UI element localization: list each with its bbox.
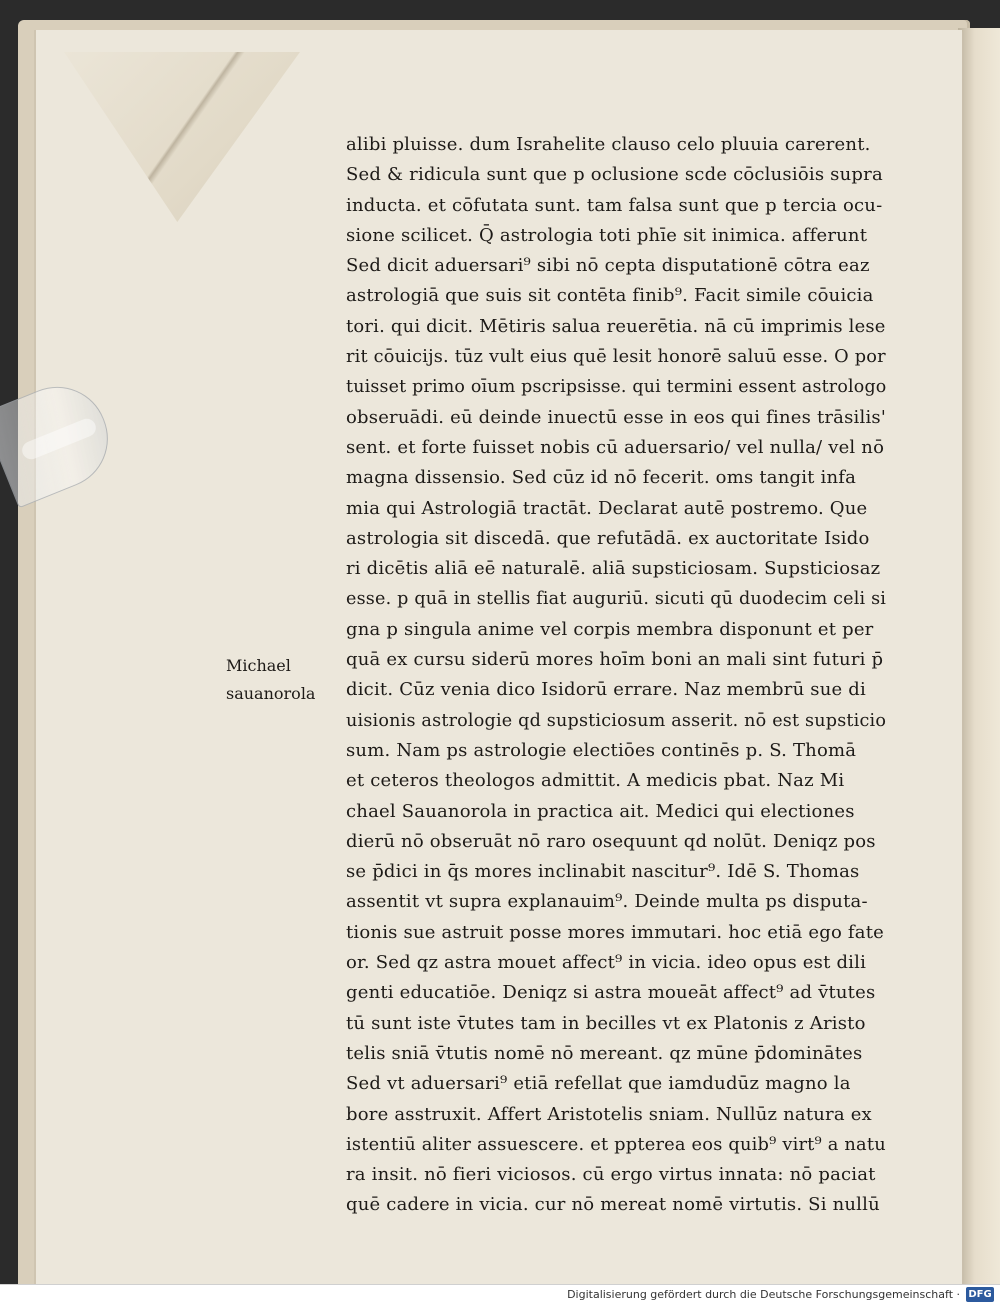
text-line: istentiū aliter assuescere. et ppterea eos quib⁹ virt⁹ a natu — [346, 1133, 886, 1155]
text-line: dicit. Cūz venia dico Isidorū errare. Naz membrū sue di — [346, 679, 866, 701]
text-line: esse. p quā in stellis fiat auguriū. sicuti qū duodecim celi si — [346, 588, 887, 610]
text-line: uisionis astrologie qd supsticiosum asserit. nō est supsticio — [346, 709, 887, 731]
text-line: telis sniā v̄tutis nomē nō mereant. qz mūne p̄dominātes — [346, 1042, 863, 1064]
text-line: rit cōuicijs. tūz vult eius quē lesit honorē saluū esse. O por — [346, 346, 886, 368]
text-line: mia qui Astrologiā tractāt. Declarat autē postremo. Que — [346, 497, 868, 519]
text-line: obseruādi. eū deinde inuectū esse in eos qui fines trāsilis' — [346, 406, 887, 428]
facing-page-edge — [958, 28, 1000, 1288]
text-line: sent. et forte fuisset nobis cū aduersario/ vel nulla/ vel nō — [346, 436, 885, 458]
text-line: ra insit. nō fieri viciosos. cū ergo virtus innata: nō paciat — [346, 1164, 876, 1186]
text-line: inducta. et cōfutata sunt. tam falsa sunt que p tercia ocu- — [346, 194, 883, 216]
text-line: se p̄dici in q̄s mores inclinabit nascitur⁹. Idē S. Thomas — [346, 861, 860, 883]
text-line: tū sunt iste v̄tutes tam in becilles vt ex Platonis z Aristo — [346, 1012, 866, 1034]
text-line: tionis sue astruit posse mores immutari. hoc etiā ego fate — [346, 921, 884, 943]
text-line: chael Sauanorola in practica ait. Medici qui electiones — [346, 800, 855, 822]
text-line: Sed vt aduersari⁹ etiā refellat que iamdudūz magno la — [346, 1073, 851, 1095]
margin-note-line-1: Michael — [226, 656, 291, 675]
margin-note — [226, 652, 315, 708]
text-line: astrologiā que suis sit contēta finib⁹. Facit simile cōuicia — [346, 285, 874, 307]
footer-credit: Digitalisierung gefördert durch die Deutsche Forschungsgemeinschaft · — [567, 1288, 960, 1301]
text-line: genti educatiōe. Deniqz si astra moueāt affect⁹ ad v̄tutes — [346, 982, 876, 1004]
text-line: sum. Nam ps astrologie electiōes continēs p. S. Thomā — [346, 739, 857, 761]
text-line: tori. qui dicit. Mētiris salua reuerētia. nā cū imprimis lese — [346, 315, 886, 337]
text-line: quē cadere in vicia. cur nō mereat nomē virtutis. Si nullū — [346, 1194, 880, 1216]
body-text — [346, 130, 886, 1221]
text-line: bore asstruxit. Affert Aristotelis sniam. Nullūz natura ex — [346, 1103, 872, 1125]
text-line: dierū nō obseruāt nō raro osequunt qd nolūt. Deniqz pos — [346, 830, 876, 852]
footer-bar — [0, 1284, 1000, 1305]
dfg-logo-icon[interactable]: DFG — [966, 1287, 994, 1302]
text-line: gna p singula anime vel corpis membra disponunt et per — [346, 618, 874, 640]
text-line: magna dissensio. Sed cūz id nō fecerit. oms tangit infa — [346, 467, 857, 489]
text-line: assentit vt supra explanauim⁹. Deinde multa ps disputa- — [346, 891, 868, 913]
text-line: astrologia sit discedā. que refutādā. ex auctoritate Isido — [346, 527, 870, 549]
text-line: tuisset primo oīum pscripsisse. qui termini essent astrologo — [346, 376, 887, 398]
margin-note-line-2: sauanorola — [226, 684, 316, 703]
text-line: quā ex cursu siderū mores hoīm boni an mali sint futuri p̄ — [346, 649, 884, 671]
text-line: alibi pluisse. dum Israhelite clauso celo pluuia carerent. — [346, 134, 871, 155]
text-line: sione scilicet. Q̄ astrologia toti phīe sit inimica. afferunt — [346, 224, 868, 246]
text-line: ri dicētis aliā eē naturalē. aliā supsticiosam. Supsticiosaz — [346, 558, 881, 580]
text-line: Sed & ridicula sunt que p oclusione scde cōclusiōis supra — [346, 164, 883, 186]
text-line: et ceteros theologos admittit. A medicis pbat. Naz Mi — [346, 770, 845, 792]
text-line: Sed dicit aduersari⁹ sibi nō cepta disputationē cōtra eaz — [346, 255, 870, 277]
text-line: or. Sed qz astra mouet affect⁹ in vicia. ideo opus est dili — [346, 952, 867, 974]
